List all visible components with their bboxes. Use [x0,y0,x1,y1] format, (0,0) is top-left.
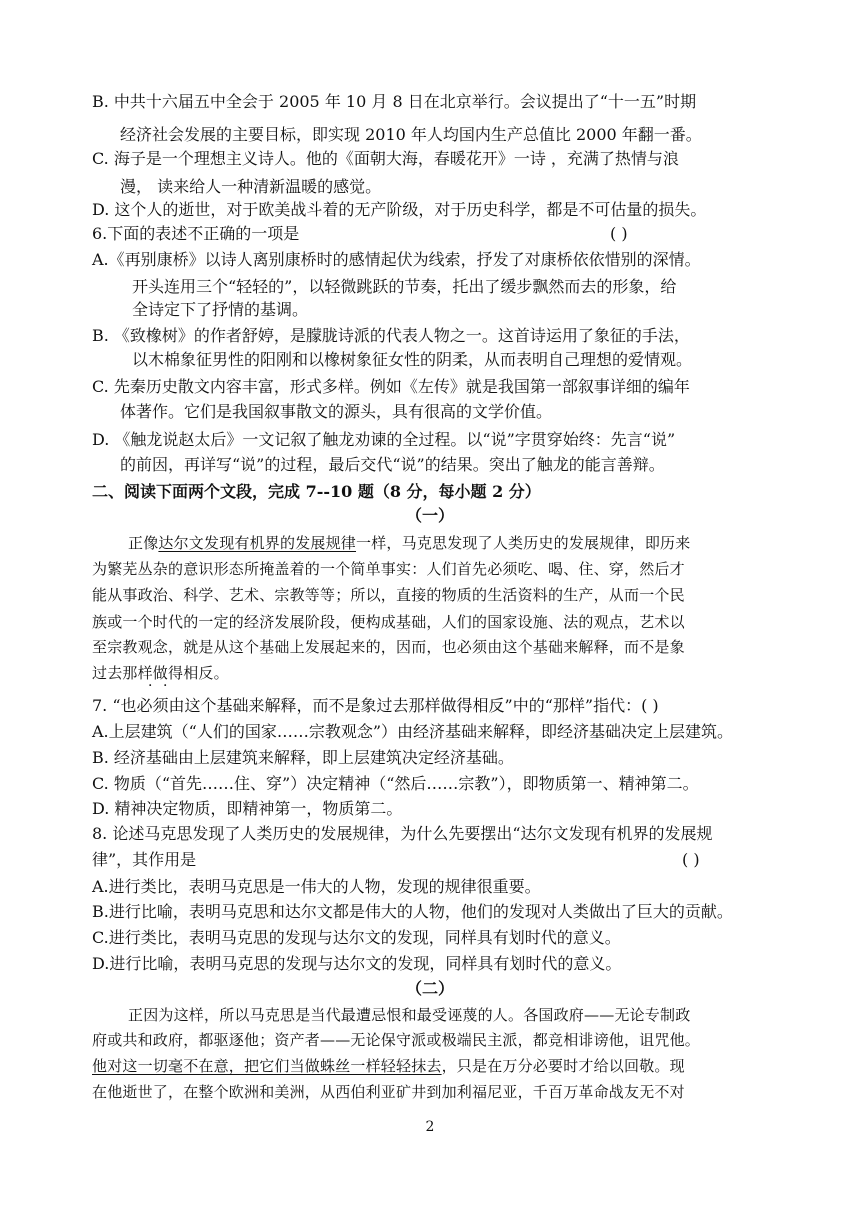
passage2-line3-end: ，只是在万分必要时才给以回敬。现 [441,1057,685,1075]
passage1-line1-end: 一样，马克思发现了人类历史的发展规律，即历来 [356,534,691,552]
passage2-line2: 府或共和政府，都驱逐他；资产者——无论保守派或极端民主派，都竞相诽谤他，诅咒他。 [92,1031,701,1049]
passage1-underlined-phrase: 达尔文发现有机界的发展规律 [158,534,357,552]
q6-option-b-line1: B. 《致橡树》的作者舒婷，是朦胧诗派的代表人物之一。这首诗运用了象征的手法， [92,326,690,345]
q8-option-d: D.进行比喻，表明马克思的发现与达尔文的发现，同样具有划时代的意义。 [92,954,622,973]
q6-option-c-line1: C. 先秦历史散文内容丰富，形式多样。例如《左传》就是我国第一部叙事详细的编年 [92,377,690,396]
q5-option-c-line1: C. 海子是一个理想主义诗人。他的《面朝大海，春暖花开》一诗 ，充满了热情与浪 [92,149,679,168]
q7-option-b: B. 经济基础由上层建筑来解释，即上层建筑决定经济基础。 [92,748,514,767]
q8-option-a: A.进行类比，表明马克思是一伟大的人物，发现的规律很重要。 [92,877,541,896]
q6-option-b-line2: 以木棉象征男性的阳刚和以橡树象征女性的阴柔，从而表明自己理想的爱情观。 [132,350,693,369]
q8-option-c: C.进行类比，表明马克思的发现与达尔文的发现，同样具有划时代的意义。 [92,928,621,947]
passage2-title: （二） [405,979,454,998]
q7-option-d: D. 精神决定物质，即精神第一，物质第二。 [92,799,403,818]
passage1-title: （一） [405,506,454,525]
q8-stem-line1: 8. 论述马克思发现了人类历史的发展规律，为什么先要摆出“达尔文发现有机界的发展规 [92,824,713,843]
q8-answer-bracket: ( ) [682,850,700,869]
passage1-line1 [128,533,690,553]
q7-option-a: A.上层建筑（“人们的国家……宗教观念”）由经济基础来解释，即经济基础决定上层建筑。 [92,722,734,741]
passage1-line4: 族或一个时代的一定的经济发展阶段，便构成基础，人们的国家设施、法的观点，艺术以 [92,613,685,631]
q7-option-c: C. 物质（“首先……住、穿”）决定精神（“然后……宗教”），即物质第一、精神第二。 [92,774,699,793]
passage2-line4: 在他逝世了，在整个欧洲和美洲，从西伯利亚矿井到加利福尼亚，千百万革命战友无不对 [92,1083,685,1101]
emphasis-dot: · [163,678,168,694]
q6-option-d-line1: D. 《触龙说赵太后》一文记叙了触龙劝谏的全过程。以“说”字贯穿始终：先言“说” [92,430,676,449]
page-number: 2 [425,1119,435,1135]
q8-option-b: B.进行比喻，表明马克思和达尔文都是伟大的人物，他们的发现对人类做出了巨大的贡献。 [92,902,733,921]
passage1-line1-start: 正像 [128,534,159,552]
passage1-line6: 过去那样做得相反。 [92,664,229,682]
q6-option-a-line1: A.《再别康桥》以诗人离别康桥时的感情起伏为线索，抒发了对康桥依依惜别的深情。 [92,250,701,269]
q5-option-b-line2: 经济社会发展的主要目标，即实现 2010 年人均国内生产总值比 2000 年翻一番。 [120,125,702,144]
q8-stem-line2: 律”，其作用是 [92,850,197,869]
q6-option-a-line3: 全诗定下了抒情的基调。 [132,300,309,319]
q6-stem: 6.下面的表述不正确的一项是 [92,224,300,243]
passage1-line5: 至宗教观念，就是从这个基础上发展起来的，因而，也必须由这个基础来解释，而不是象 [92,638,685,656]
q6-option-a-line2: 开头连用三个“轻轻的”，以轻微跳跃的节奏，托出了缓步飘然而去的形象，给 [132,277,677,296]
emphasis-dot: · [148,678,153,694]
q7-stem: 7. “也必须由这个基础来解释，而不是象过去那样做得相反”中的“那样”指代：( ) [92,696,659,715]
passage1-line2: 为繁芜丛杂的意识形态所掩盖着的一个简单事实：人们首先必须吃、喝、住、穿，然后才 [92,560,685,578]
passage1-line3: 能从事政治、科学、艺术、宗教等等；所以，直接的物质的生活资料的生产，从而一个民 [92,586,685,604]
section-heading: 二、阅读下面两个文段，完成 7--10 题（8 分，每小题 2 分） [92,482,541,501]
q6-answer-bracket: ( ) [610,224,628,243]
passage2-line1: 正因为这样，所以马克思是当代最遭忌恨和最受诬蔑的人。各国政府——无论专制政 [128,1006,691,1024]
q6-option-c-line2: 体著作。它们是我国叙事散文的源头，具有很高的文学价值。 [120,402,553,421]
q5-option-d: D. 这个人的逝世，对于欧美战斗着的无产阶级，对于历史科学，都是不可估量的损失。 [92,200,707,219]
passage2-line3 [92,1056,685,1076]
passage2-underlined-phrase: 他对这一切毫不在意，把它们当做蛛丝一样轻轻抹去 [92,1057,442,1075]
q5-option-c-line2: 漫， 读来给人一种清新温暖的感觉。 [120,177,382,196]
q5-option-b-line1: B. 中共十六届五中全会于 2005 年 10 月 8 日在北京举行。会议提出了“十一五”时期 [92,92,697,111]
q6-option-d-line2: 的前因，再详写“说”的过程，最后交代“说”的结果。突出了触龙的能言善辩。 [120,455,665,474]
